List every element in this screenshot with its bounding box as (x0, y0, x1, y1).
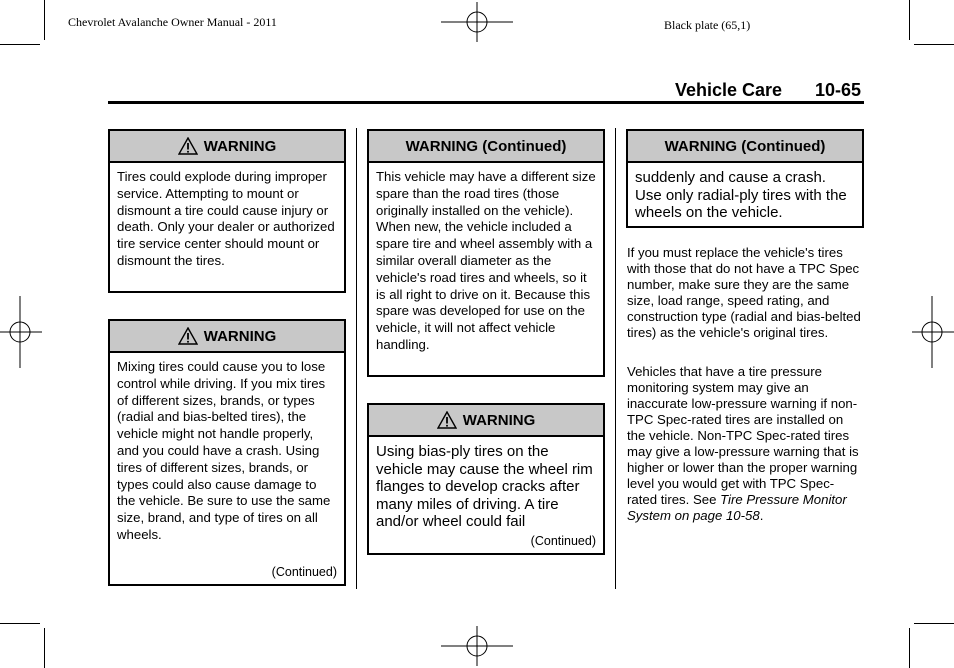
paragraph-text: Vehicles that have a tire pressure monitoring system may give an inaccurate low-pressure warning if non-TPC Spec-rated tires are installed on the vehicle. Non-TPC Spec-rated tires may give a low-pressure warning that is higher or lower than the proper warning level you would get with TPC Spec-rated tires. See (627, 364, 859, 507)
cross-reference-link[interactable]: Tire Pressure Monitor System on page 10-58 (627, 492, 847, 523)
warning-text: suddenly and cause a crash. Use only radial-ply tires with the wheels on the vehicle. (635, 169, 847, 221)
column-divider (615, 128, 616, 589)
manual-title: Chevrolet Avalanche Owner Manual - 2011 (68, 15, 277, 29)
header-rule (108, 101, 864, 104)
continued-label: (Continued) (530, 534, 596, 548)
warning-box (108, 129, 346, 293)
warning-heading: WARNING (Continued) (628, 131, 862, 163)
registration-mark-icon (441, 2, 513, 42)
crop-mark (914, 623, 954, 624)
warning-triangle-icon (178, 137, 198, 155)
warning-text: Tires could explode during improper service. Attempting to mount or dismount a tire could cause injury or death. Only your dealer or authorized tire service center should mount or dismount the tires. (117, 169, 335, 268)
warning-heading-text: WARNING (462, 411, 536, 429)
paragraph-end: . (759, 508, 764, 523)
body-paragraph (627, 364, 863, 524)
warning-heading-text: WARNING (203, 137, 277, 155)
warning-box (108, 319, 346, 586)
crop-mark (909, 0, 910, 40)
warning-heading (110, 321, 344, 353)
crop-mark (909, 628, 910, 668)
warning-triangle-icon (437, 411, 457, 429)
body-paragraph: If you must replace the vehicle's tires with those that do not have a TPC Spec number, make sure they are the same size, load range, speed rating, and construction type (radial and bias-belted tires) as the vehicle's original tires. (627, 245, 861, 340)
crop-mark (44, 628, 45, 668)
warning-text: Mixing tires could cause you to lose control while driving. If you mix tires of different sizes, brands, or types (radial and bias-belted tires), the vehicle might not handle properly, and you could have a crash. Using tires of different sizes, brands, or types could also cause damage to the vehicle. Be sure to use the same size, brand, and type of tires on all wheels. (117, 359, 331, 542)
registration-mark-icon (0, 296, 42, 368)
registration-mark-icon (912, 296, 954, 368)
warning-heading (369, 405, 603, 437)
registration-mark-icon (441, 626, 513, 666)
warning-triangle-icon (178, 327, 198, 345)
warning-box-continued (367, 129, 605, 377)
section-title: Vehicle Care (675, 80, 783, 100)
crop-mark (0, 623, 40, 624)
page-number: 10-65 (815, 80, 862, 100)
warning-heading (110, 131, 344, 163)
crop-mark (44, 0, 45, 40)
warning-box (367, 403, 605, 555)
warning-box-continued (626, 129, 864, 228)
crop-mark (914, 44, 954, 45)
continued-label: (Continued) (271, 565, 337, 579)
crop-mark (0, 44, 40, 45)
warning-text: This vehicle may have a different size spare than the road tires (those originally installed on the vehicle). When new, the vehicle included a spare tire and wheel assembly with a similar overall diameter as the vehicle's road tires and wheels, so it is all right to drive on it. Because this spare was developed for use on the vehicle, it will not affect vehicle handling. (376, 169, 596, 352)
column-divider (356, 128, 357, 589)
warning-heading: WARNING (Continued) (369, 131, 603, 163)
warning-heading-text: WARNING (203, 327, 277, 345)
plate-label: Black plate (65,1) (664, 18, 751, 32)
warning-text: Using bias-ply tires on the vehicle may cause the wheel rim flanges to develop cracks after many miles of driving. A tire and/or wheel could fail (376, 443, 593, 530)
